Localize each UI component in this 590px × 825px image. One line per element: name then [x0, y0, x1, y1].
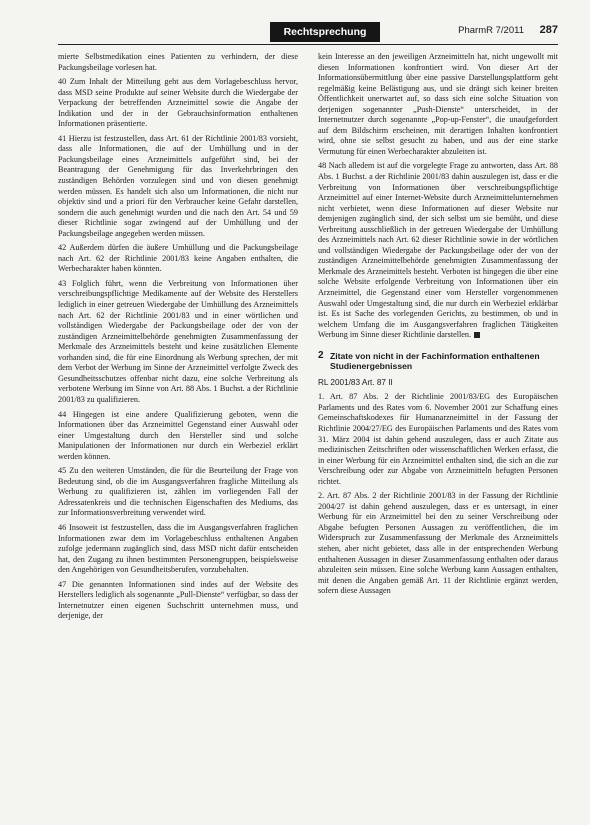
guiding-principle-1: 1. Art. 87 Abs. 2 der Richtlinie 2001/83/EG des Europäischen Parlaments und des Rates vom 6. November 2001 zur Schaffung eines Gemeinschaftskodexes für Humanarzneimittel in der Fassung der Richtlinie 2004/27/EG des Europäischen Parlaments und des Rates vom 31. März 2004 ist dahin gehend auszulegen, dass er auch Zitate aus medizinischen Zeitschriften oder wissenschaftlichen Werken erfasst, die in einer Werbung für ein Arzneimittel enthalten sind, die sich an die zur Verschreibung oder zur Abgabe von Arzneimitteln befugten Personen richtet.: [318, 392, 558, 486]
journal-citation: PharmR 7/2011: [458, 25, 524, 36]
header-rule: [58, 44, 558, 45]
section-rubric: Rechtsprechung: [270, 22, 380, 42]
legal-reference: RL 2001/83 Art. 87 II: [318, 377, 393, 387]
paragraph-continuation: kein Interesse an den jeweiligen Arzneimitteln hat, nicht ungewollt mit diesen Informationen konfrontiert wird. Von dieser Art der Informationsübermittlung über eine passive Darstellungsplattform geht regelmäßig keine Belästigung aus, und sie drängt sich keiner breiten Öffentlichkeit unerwartet auf, so dass sich eine solche Situation von derjenigen sogenannter „Push-Dienste“ unterscheidet, in der Internetnutzer durch sogenannte „Pop-up-Fenster“, die unaufgefordert auf dem Bildschirm erscheinen, mit derartigen Inhalten konfrontiert wird, ohne sie selbst gesucht zu haben, und aus der eine starke Vermutung für einen Werbecharakter abzuleiten ist.: [318, 52, 558, 156]
section-title: Zitate von nicht in der Fachinformation enthaltenen Studienergebnissen: [330, 350, 540, 372]
guiding-principle-2: 2. Art. 87 Abs. 2 der Richtlinie 2001/83 in der Fassung der Richtlinie 2004/27 ist dahin gehend auszulegen, dass er es untersagt, in einer Werbung für ein Arzneimittel bei den zu seiner Verschreibung oder Abgabe befugten Personen Aussagen zu veröffentlichen, die im Widerspruch zur Zusammenfassung der Merkmale des Arzneimittels stehen, aber nicht gebietet, dass alle in der entsprechenden Werbung enthaltenen Aussagen in dieser Zusammenfassung enthalten oder daraus abzuleiten sein müssen. Eine solche Werbung kann Aussagen enthalten, mit denen die Angaben gemäß Art. 11 der Richtlinie ergänzt werden, sofern diese Aussagen: [318, 491, 558, 596]
paragraph: mierte Selbstmedikation eines Patienten zu verhindern, der diese Packungsbeilage vorlesen hat.: [58, 52, 298, 72]
section-number: 2: [318, 349, 324, 361]
paragraph-41: 41 Hierzu ist festzustellen, dass Art. 61 der Richtlinie 2001/83 vorsieht, dass alle Informationen, die auf der Umhüllung und in der Packungsbeilage eines Arzneimittels aufgeführt sind, bei der Beantragung der Genehmigung für das Inverkehrbringen den zuständigen Behörden vorzulegen sind und von diesen genehmigt werden müssen. Es handelt sich also um Informationen, die nicht nur objektiv sind und a priori für den Verbraucher keine Gefahr darstellen, sondern die auch genehmigt wurden und die nach den Art. 54 und 59 dieser Richtlinie sogar zwingend auf der Umhüllung und der Packungsbeilage angegeben werden müssen.: [58, 133, 298, 238]
paragraph-46: 46 Insoweit ist festzustellen, dass die im Ausgangsverfahren fraglichen Informationen zwar dem im Vorlagebeschluss enthaltenen Angaben zufolge jedermann zugänglich sind, dass MSD nicht dafür entscheiden hat, den Zugang zu ihnen bestimmten Personengruppen, beispielsweise den Angehörigen von Gesundheitsberufen, vorzubehalten.: [58, 522, 298, 575]
paragraph-44: 44 Hingegen ist eine andere Qualifizierung geboten, wenn die Informationen über das Arzneimittel Gegenstand einer Auswahl oder einer Umgestaltung durch den Hersteller sind und solche Manipulationen der Informationen nur durch ein Werbeziel erklärt werden können.: [58, 409, 298, 461]
paragraph-40: 40 Zum Inhalt der Mitteilung geht aus dem Vorlagebeschluss hervor, dass MSD seine Produkte auf seiner Website durch die Wiedergabe der Verpackung der betreffenden Arzneimittel sowie die Angabe der Indikation und der in der Gebrauchsinformation enthaltenen Informationen präsentierte.: [58, 77, 298, 129]
paragraph-48-text: 48 Nach alledem ist auf die vorgelegte Frage zu antworten, dass Art. 88 Abs. 1 Buchst. a der Richtlinie 2001/83 dahin auszulegen ist, dass er die Verbreitung von Informationen über verschreibungspflichtige Arzneimittel auf einer Internet-Website durch Arzneimittelunternehmen nicht verbietet, wenn diese Informationen auf dieser Website nur demjenigen zugänglich sind, der sich selbst um sie bemüht, und diese Verbreitung ausschließlich in der getreuen Wiedergabe der Umhüllung des Arzneimittels nach Art. 62 dieser Richtlinie sowie in der wörtlichen und vollständigen Wiedergabe der Packungsbeilage oder der von der zuständigen Arzneimittelbehörde genehmigten Zusammenfassung der Merkmale des Arzneimittels besteht. Verboten ist hingegen die über eine solche Website erfolgende Verbreitung von Informationen über ein Arzneimittel, die Gegenstand einer vom Hersteller vorgenommenen Auswahl oder Umgestaltung sind, die nur durch ein Werbeziel erklärbar ist. Es ist Sache des vorlegenden Gerichts, zu bestimmen, ob und in welchem Umfang die im Ausgangsverfahren fraglichen Tätigkeiten Werbung im Sinne dieser Richtlinie darstellen.: [318, 161, 558, 340]
paragraph-45: 45 Zu den weiteren Umständen, die für die Beurteilung der Frage von Bedeutung sind, ob die im Ausgangsverfahren fragliche Mitteilung als Werbung zu qualifizieren ist, zählen im vorliegenden Fall der Adressatenkreis und die technischen Eigenschaften des Mediums, das zur Informationsverbreitung verwendet wird.: [58, 466, 298, 518]
page-header: [58, 22, 558, 46]
paragraph-43: 43 Folglich führt, wenn die Verbreitung von Informationen über verschreibungspflichtige Medikamente auf der Website des Herstellers lediglich in einer getreuen Wiedergabe der Umhüllung des Arzneimittels nach Art. 62 der Richtlinie 2001/83 und in einer wörtlichen und vollständigen Wiedergabe der Packungsbeilage oder der von der zuständigen Arzneimittelbehörde genehmigten Zusammenfassung der Merkmale des Arzneimittels besteht und keine zusätzlichen Elemente vorhanden sind, die für eine Einordnung als Werbung sprechen, der mit dem Verbot der Werbung im Sinne der Arzneimittel verfolgte Zweck des Gesundheitsschutzes offenbar nicht dazu, eine solche Verbreitung als verbotene Werbung im Sinne von Art. 88 Abs. 1 Buchst. a der Richtlinie 2001/83 zu qualifizieren.: [58, 278, 298, 404]
left-column: [58, 52, 298, 818]
paragraph-42: 42 Außerdem dürfen die äußere Umhüllung und die Packungsbeilage nach Art. 62 der Richtlinie 2001/83 keine Angaben enthalten, die Werbecharakter haben könnten.: [58, 243, 298, 274]
page-number: 287: [539, 24, 558, 36]
right-column: [318, 52, 558, 818]
end-of-article-mark: [474, 332, 480, 338]
paragraph-47: 47 Die genannten Informationen sind indes auf der Website des Herstellers lediglich als sogenannte „Pull-Dienste“ verfügbar, so dass der Internetnutzer einen eigenen Suchschritt unternehmen muss, und derjenige, der: [58, 579, 298, 621]
paragraph-48: [318, 161, 558, 340]
section-heading: [318, 351, 558, 372]
